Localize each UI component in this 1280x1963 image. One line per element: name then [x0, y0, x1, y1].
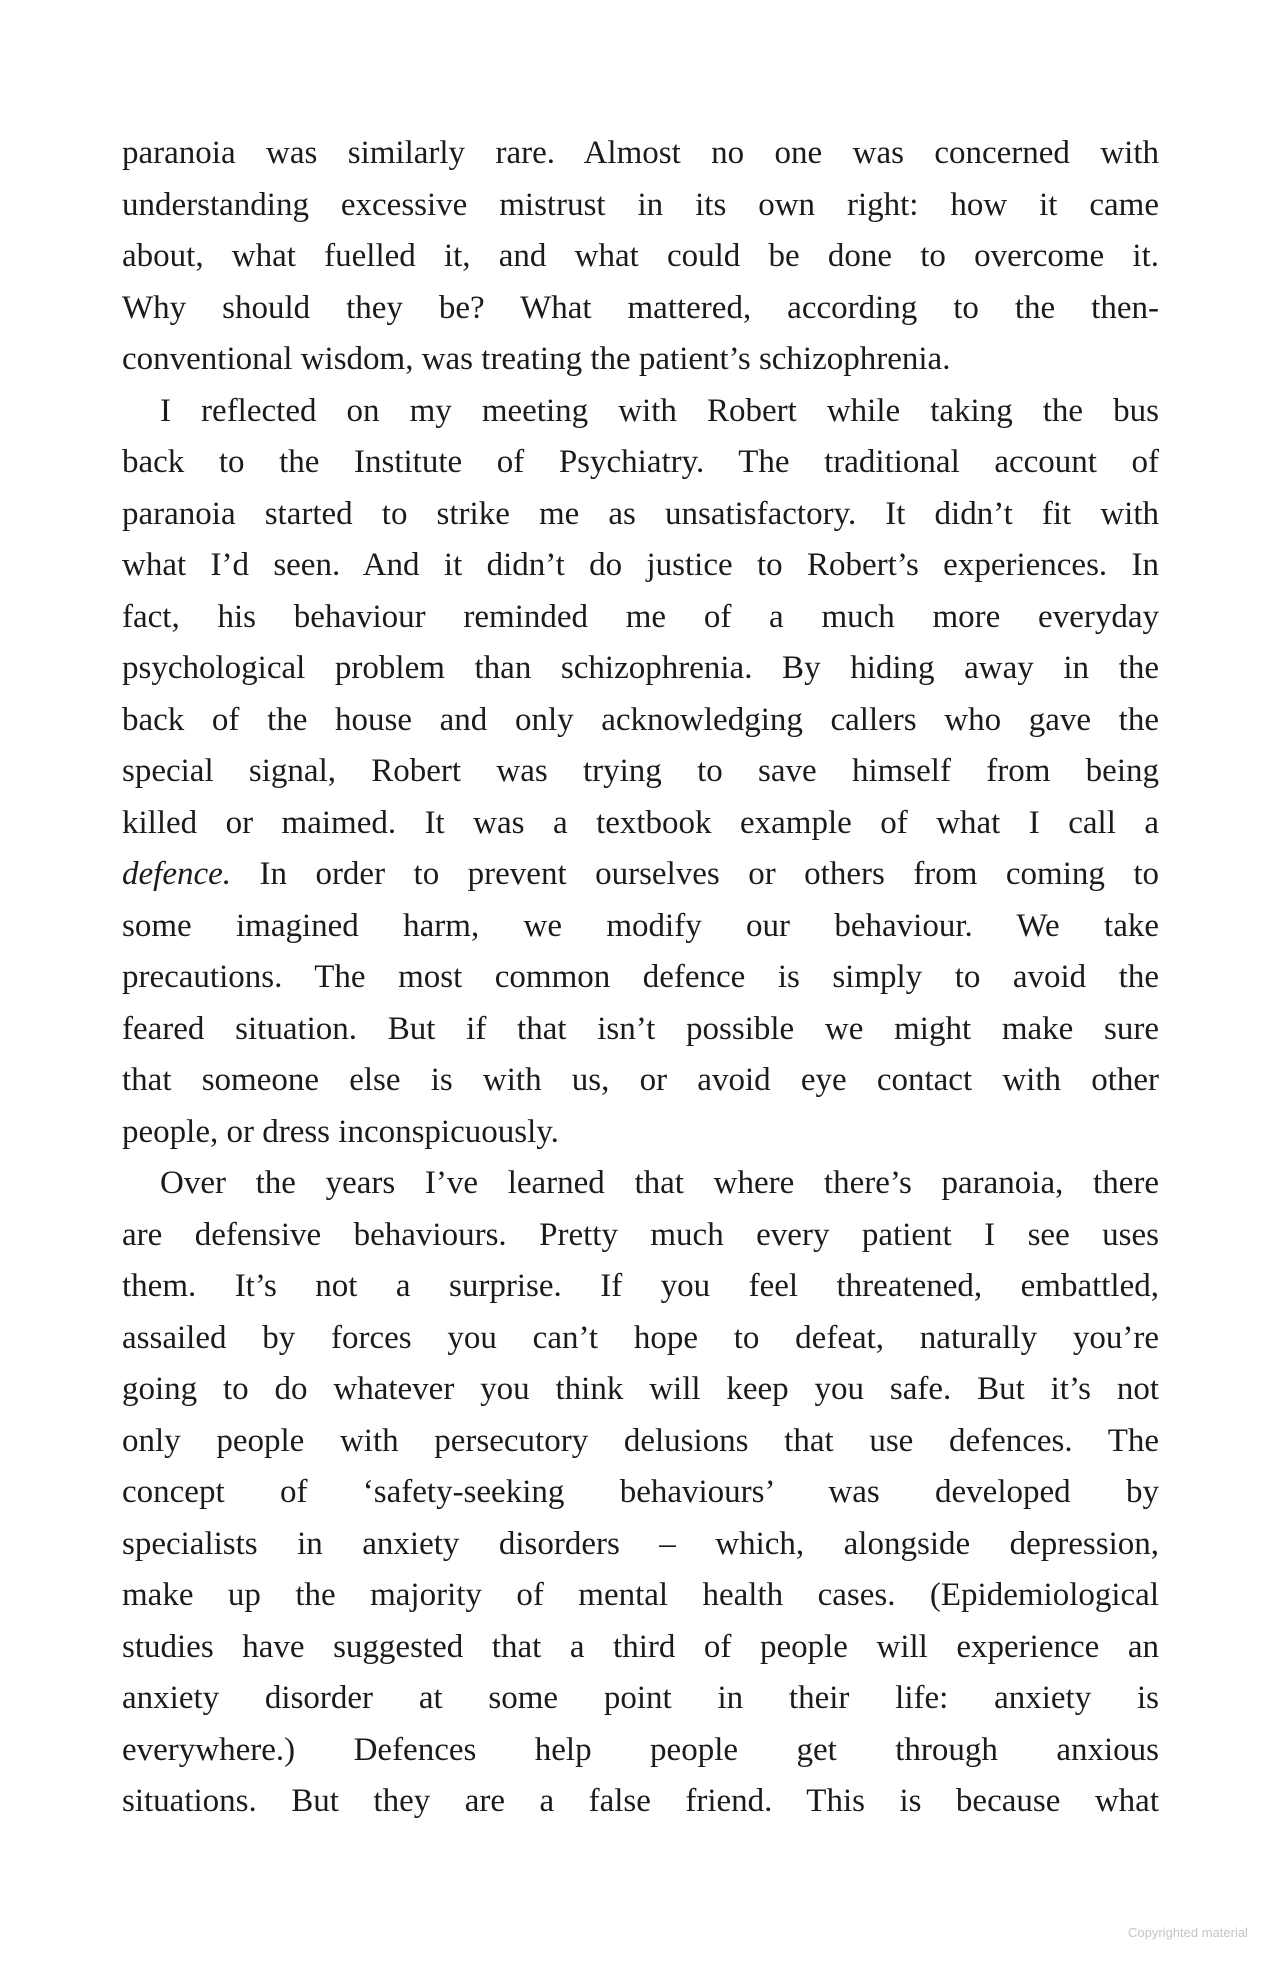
text-line: conventional wisdom, was treating the patient’s schizophrenia.	[122, 341, 951, 377]
text-segment: In order to prevent ourselves or others from coming to	[231, 856, 1159, 892]
text-line: precautions. The most common defence is simply to avoid the	[122, 959, 1159, 995]
text-line	[122, 849, 1159, 901]
text-line: what I’d seen. And it didn’t do justice to Robert’s experiences. In	[122, 547, 1159, 583]
text-line: some imagined harm, we modify our behaviour. We take	[122, 907, 1159, 944]
text-line: only people with persecutory delusions that use defences. The	[122, 1422, 1159, 1459]
text-line: people, or dress inconspicuously.	[122, 1113, 559, 1150]
italic-term: defence.	[122, 856, 232, 892]
text-line: Over the years I’ve learned that where there’s paranoia, there	[160, 1165, 1159, 1201]
text-line: make up the majority of mental health cases. (Epidemiological	[122, 1577, 1159, 1613]
text-line: specialists in anxiety disorders – which, alongside depression,	[122, 1525, 1159, 1562]
text-line: anxiety disorder at some point in their life: anxiety is	[122, 1680, 1159, 1716]
text-line: Why should they be? What mattered, according to the then-	[122, 289, 1159, 326]
text-line: understanding excessive mistrust in its own right: how it came	[122, 186, 1159, 223]
text-line: paranoia started to strike me as unsatisfactory. It didn’t fit with	[122, 495, 1159, 532]
text-line: I reflected on my meeting with Robert while taking the bus	[160, 392, 1159, 429]
body-text	[122, 128, 1159, 1828]
paragraph-2	[122, 386, 1159, 1159]
text-line: about, what fuelled it, and what could be done to overcome it.	[122, 238, 1159, 274]
text-line: back to the Institute of Psychiatry. The traditional account of	[122, 444, 1159, 480]
text-line: special signal, Robert was trying to save himself from being	[122, 753, 1159, 789]
paragraph-1	[122, 128, 1159, 386]
text-line: concept of ‘safety-seeking behaviours’ was developed by	[122, 1474, 1159, 1510]
text-line: studies have suggested that a third of people will experience an	[122, 1628, 1159, 1665]
text-line: them. It’s not a surprise. If you feel threatened, embattled,	[122, 1268, 1159, 1304]
text-line: fact, his behaviour reminded me of a much more everyday	[122, 598, 1159, 635]
text-line: everywhere.) Defences help people get through anxious	[122, 1731, 1159, 1768]
text-line: back of the house and only acknowledging callers who gave the	[122, 701, 1159, 738]
text-line: going to do whatever you think will keep you safe. But it’s not	[122, 1371, 1159, 1407]
text-line: are defensive behaviours. Pretty much every patient I see uses	[122, 1216, 1159, 1253]
text-line: psychological problem than schizophrenia. By hiding away in the	[122, 650, 1159, 686]
text-line: that someone else is with us, or avoid eye contact with other	[122, 1062, 1159, 1098]
text-line: killed or maimed. It was a textbook example of what I call a	[122, 804, 1159, 841]
copyright-watermark: Copyrighted material	[1128, 1925, 1248, 1940]
text-line: feared situation. But if that isn’t possible we might make sure	[122, 1010, 1159, 1047]
text-line: situations. But they are a false friend. This is because what	[122, 1783, 1159, 1819]
text-line: paranoia was similarly rare. Almost no one was concerned with	[122, 135, 1159, 171]
paragraph-3	[122, 1158, 1159, 1828]
text-line: assailed by forces you can’t hope to defeat, naturally you’re	[122, 1319, 1159, 1356]
